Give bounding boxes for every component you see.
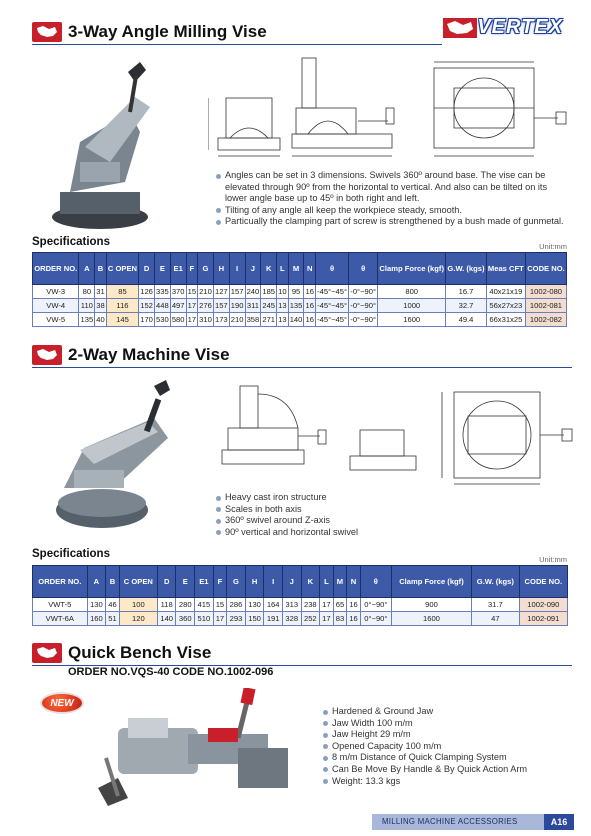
table-cell: 80 xyxy=(79,285,95,299)
table-cell: -45°~45° xyxy=(315,313,348,327)
table-cell: 271 xyxy=(261,313,277,327)
table-cell: 31 xyxy=(95,285,107,299)
table-cell: 276 xyxy=(198,299,214,313)
table-cell: 313 xyxy=(282,598,301,612)
feature-list-3-way xyxy=(215,170,565,228)
column-header: J xyxy=(245,253,261,285)
table-cell: 358 xyxy=(245,313,261,327)
table-cell: 448 xyxy=(154,299,170,313)
table-cell: 13 xyxy=(277,299,289,313)
feature-item: Jaw Width 100 m/m xyxy=(322,718,572,730)
table-cell: 252 xyxy=(301,612,320,626)
column-header: G.W. (kgs) xyxy=(446,253,486,285)
table-cell: 286 xyxy=(227,598,246,612)
table-cell: 120 xyxy=(119,612,157,626)
table-cell: 152 xyxy=(139,299,155,313)
column-header: H xyxy=(213,253,229,285)
table-cell: 17 xyxy=(186,313,198,327)
section-header-3-way xyxy=(32,22,267,42)
column-header: I xyxy=(264,566,283,598)
table-cell: 293 xyxy=(227,612,246,626)
map-badge-icon xyxy=(32,643,62,663)
column-header: M xyxy=(333,566,347,598)
table-cell: -0°~90° xyxy=(349,285,378,299)
section-rule xyxy=(32,367,572,368)
column-header: J xyxy=(282,566,301,598)
table-cell: 38 xyxy=(95,299,107,313)
table-cell: 95 xyxy=(288,285,304,299)
feature-item: Hardened & Ground Jaw xyxy=(322,706,572,718)
footer-category: MILLING MACHINE ACCESSORIES xyxy=(382,817,518,826)
table-row xyxy=(33,598,568,612)
column-header: B xyxy=(106,566,120,598)
order-line: ORDER NO.VQS-40 CODE NO.1002-096 xyxy=(68,666,274,678)
table-cell: 126 xyxy=(139,285,155,299)
column-header: Clamp Force (kgf) xyxy=(391,566,471,598)
table-cell: 170 xyxy=(139,313,155,327)
table-cell: 530 xyxy=(154,313,170,327)
map-badge-icon xyxy=(32,345,62,365)
table-cell: 100 xyxy=(119,598,157,612)
table-cell: 240 xyxy=(245,285,261,299)
table-cell: 15 xyxy=(186,285,198,299)
product-photo-quick-bench-vise xyxy=(88,688,298,808)
table-cell: 83 xyxy=(333,612,347,626)
table-cell: 1000 xyxy=(378,299,446,313)
column-header: Meas CFT xyxy=(486,253,525,285)
feature-item: Angles can be set in 3 dimensions. Swivels 360º around base. The vise can be elevated through 90º from the horizontal to vertical. And also can be tilted on its lower angle base up to 45º in both right and left. xyxy=(215,170,565,205)
unit-label: Unit:mm xyxy=(539,242,567,251)
table-cell: 238 xyxy=(301,598,320,612)
table-cell: 17 xyxy=(320,612,334,626)
table-cell: 900 xyxy=(391,598,471,612)
map-badge-icon xyxy=(32,22,62,42)
feature-list-2-way xyxy=(215,492,515,538)
feature-item: Opened Capacity 100 m/m xyxy=(322,741,572,753)
column-header: F xyxy=(213,566,227,598)
column-header: E xyxy=(176,566,195,598)
spec-table-3-way xyxy=(32,252,567,327)
table-cell: 66x31x25 xyxy=(486,313,525,327)
table-cell: 370 xyxy=(170,285,186,299)
table-cell: 310 xyxy=(198,313,214,327)
table-cell: 1002-080 xyxy=(525,285,566,299)
table-cell: VWT-5 xyxy=(33,598,88,612)
table-cell: 210 xyxy=(198,285,214,299)
table-cell: 40x21x19 xyxy=(486,285,525,299)
table-cell: 0°~90° xyxy=(360,598,391,612)
feature-item: 360º swivel around Z-axis xyxy=(215,515,515,527)
table-cell: 1600 xyxy=(391,612,471,626)
table-cell: 1600 xyxy=(378,313,446,327)
column-header: G xyxy=(198,253,214,285)
table-cell: 150 xyxy=(245,612,264,626)
table-cell: 145 xyxy=(106,313,138,327)
column-header: ORDER NO. xyxy=(33,566,88,598)
table-cell: 0°~90° xyxy=(360,612,391,626)
table-cell: 16 xyxy=(304,299,316,313)
table-cell: 49.4 xyxy=(446,313,486,327)
technical-drawing-2-way xyxy=(210,372,580,490)
table-cell: 135 xyxy=(288,299,304,313)
spec-label: Specifications xyxy=(32,548,110,560)
feature-item: Can Be Move By Handle & By Quick Action Arm xyxy=(322,764,572,776)
section-title: Quick Bench Vise xyxy=(68,643,212,662)
column-header: G.W. (kgs) xyxy=(472,566,520,598)
column-header: CODE NO. xyxy=(519,566,567,598)
table-cell: 118 xyxy=(157,598,176,612)
column-header: M xyxy=(288,253,304,285)
column-header: D xyxy=(157,566,176,598)
table-cell: 130 xyxy=(87,598,106,612)
column-header: CODE NO. xyxy=(525,253,566,285)
table-cell: 580 xyxy=(170,313,186,327)
column-header: D xyxy=(139,253,155,285)
column-header: E1 xyxy=(170,253,186,285)
column-header: A xyxy=(87,566,106,598)
column-header: G xyxy=(227,566,246,598)
column-header: F xyxy=(186,253,198,285)
column-header: C OPEN xyxy=(106,253,138,285)
column-header: K xyxy=(301,566,320,598)
table-cell: -45°~45° xyxy=(315,285,348,299)
table-cell: 160 xyxy=(87,612,106,626)
table-cell: 415 xyxy=(195,598,214,612)
table-cell: 16 xyxy=(304,285,316,299)
feature-item: Scales in both axis xyxy=(215,504,515,516)
table-cell: 210 xyxy=(229,313,245,327)
table-cell: 245 xyxy=(261,299,277,313)
table-cell: 191 xyxy=(264,612,283,626)
table-cell: 13 xyxy=(277,313,289,327)
column-header: E1 xyxy=(195,566,214,598)
table-cell: 510 xyxy=(195,612,214,626)
table-cell: 15 xyxy=(213,598,227,612)
column-header: E xyxy=(154,253,170,285)
column-header: ORDER NO. xyxy=(33,253,79,285)
table-cell: 164 xyxy=(264,598,283,612)
table-cell: 800 xyxy=(378,285,446,299)
product-photo-2-way-vise xyxy=(44,378,194,538)
table-cell: 127 xyxy=(213,285,229,299)
feature-item: 8 m/m Distance of Quick Clamping System xyxy=(322,752,572,764)
brand-logo xyxy=(443,14,573,42)
table-cell: 1002-091 xyxy=(519,612,567,626)
section-header-2-way xyxy=(32,345,230,365)
table-cell: 157 xyxy=(229,285,245,299)
spec-table-2-way xyxy=(32,565,568,626)
table-cell: 497 xyxy=(170,299,186,313)
table-cell: 1002-081 xyxy=(525,299,566,313)
column-header: B xyxy=(95,253,107,285)
section-title: 2-Way Machine Vise xyxy=(68,345,230,364)
new-badge: NEW xyxy=(40,692,84,714)
table-cell: VW-3 xyxy=(33,285,79,299)
table-cell: 40 xyxy=(95,313,107,327)
section-rule xyxy=(32,44,442,45)
table-cell: 140 xyxy=(157,612,176,626)
column-header: C OPEN xyxy=(119,566,157,598)
column-header: θ xyxy=(315,253,348,285)
feature-item: Particually the clamping part of screw is strengthened by a bush made of gunmetal. xyxy=(215,216,565,228)
table-cell: 16 xyxy=(347,612,361,626)
table-cell: 360 xyxy=(176,612,195,626)
table-header-row xyxy=(33,566,568,598)
table-cell: 56x27x23 xyxy=(486,299,525,313)
table-cell: 1002-082 xyxy=(525,313,566,327)
table-cell: 130 xyxy=(245,598,264,612)
table-cell: 185 xyxy=(261,285,277,299)
table-cell: -0°~90° xyxy=(349,299,378,313)
table-cell: 311 xyxy=(245,299,261,313)
table-cell: 140 xyxy=(288,313,304,327)
table-cell: -0°~90° xyxy=(349,313,378,327)
column-header: L xyxy=(277,253,289,285)
table-cell: VW-5 xyxy=(33,313,79,327)
column-header: θ xyxy=(349,253,378,285)
table-cell: 280 xyxy=(176,598,195,612)
table-cell: 31.7 xyxy=(472,598,520,612)
column-header: θ xyxy=(360,566,391,598)
technical-drawing-3-way xyxy=(208,48,580,168)
table-cell: 10 xyxy=(277,285,289,299)
table-cell: 17 xyxy=(320,598,334,612)
table-cell: 47 xyxy=(472,612,520,626)
column-header: H xyxy=(245,566,264,598)
unit-label: Unit:mm xyxy=(539,555,567,564)
table-row xyxy=(33,285,567,299)
feature-item: Weight: 13.3 kgs xyxy=(322,776,572,788)
table-cell: 1002-090 xyxy=(519,598,567,612)
table-cell: VWT-6A xyxy=(33,612,88,626)
column-header: K xyxy=(261,253,277,285)
column-header: Clamp Force (kgf) xyxy=(378,253,446,285)
table-cell: VW-4 xyxy=(33,299,79,313)
footer-bar xyxy=(372,814,574,830)
feature-item: 90º vertical and horizontal swivel xyxy=(215,527,515,539)
feature-item: Jaw Height 29 m/m xyxy=(322,729,572,741)
table-cell: 335 xyxy=(154,285,170,299)
table-cell: 16 xyxy=(347,598,361,612)
table-row xyxy=(33,313,567,327)
table-cell: 17 xyxy=(213,612,227,626)
feature-list-quick-bench xyxy=(322,706,572,787)
table-cell: 157 xyxy=(213,299,229,313)
table-cell: 328 xyxy=(282,612,301,626)
product-photo-3-way-vise xyxy=(40,52,158,232)
table-cell: 110 xyxy=(79,299,95,313)
page-number: A16 xyxy=(544,814,574,830)
column-header: N xyxy=(347,566,361,598)
table-cell: 32.7 xyxy=(446,299,486,313)
table-row xyxy=(33,612,568,626)
column-header: N xyxy=(304,253,316,285)
spec-label: Specifications xyxy=(32,236,110,248)
column-header: I xyxy=(229,253,245,285)
table-cell: 51 xyxy=(106,612,120,626)
table-cell: 16 xyxy=(304,313,316,327)
table-cell: 65 xyxy=(333,598,347,612)
feature-item: Tilting of any angle all keep the workpiece steady, smooth. xyxy=(215,205,565,217)
table-cell: -45°~45° xyxy=(315,299,348,313)
brand-logo-text: VERTEX xyxy=(477,16,563,38)
table-cell: 17 xyxy=(186,299,198,313)
table-cell: 116 xyxy=(106,299,138,313)
table-cell: 190 xyxy=(229,299,245,313)
table-row xyxy=(33,299,567,313)
table-header-row xyxy=(33,253,567,285)
table-cell: 173 xyxy=(213,313,229,327)
feature-item: Heavy cast iron structure xyxy=(215,492,515,504)
column-header: L xyxy=(320,566,334,598)
table-cell: 46 xyxy=(106,598,120,612)
column-header: A xyxy=(79,253,95,285)
section-header-quick-bench xyxy=(32,643,211,663)
table-cell: 135 xyxy=(79,313,95,327)
table-cell: 85 xyxy=(106,285,138,299)
section-title: 3-Way Angle Milling Vise xyxy=(68,22,267,41)
table-cell: 16.7 xyxy=(446,285,486,299)
